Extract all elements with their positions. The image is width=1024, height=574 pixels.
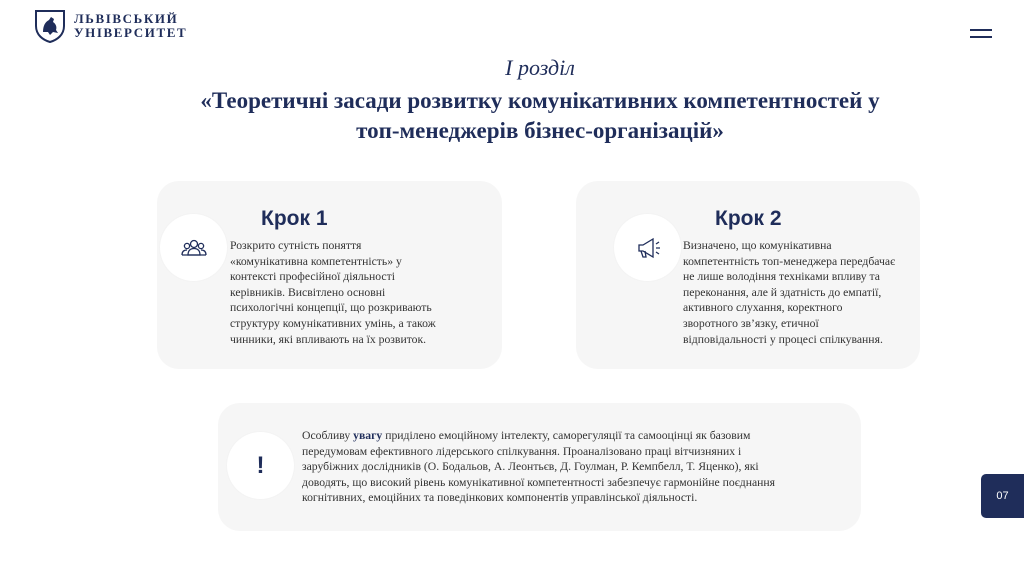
exclamation-circle — [227, 432, 294, 499]
step2-line: зворотного зв’язку, етичної — [683, 316, 819, 330]
note-emphasis: увагу — [353, 429, 383, 442]
people-icon — [179, 233, 209, 263]
step1-line: «комунікативна компетентність» у — [230, 254, 402, 268]
step2-line: не лише володіння техніками впливу та — [683, 270, 880, 284]
note-line: зарубіжних дослідників (О. Бодальов, А. Леонтьєв, Д. Гоулман, Р. Кемпбелл, Т. Яценко), які — [302, 460, 759, 474]
logo-text — [74, 12, 187, 40]
megaphone-icon — [633, 233, 663, 263]
step2-line: відповідальності у процесі спілкування. — [683, 332, 883, 346]
step1-line: структуру комунікативних умінь, а також — [230, 316, 436, 330]
note-line: доводять, що високий рівень комунікативної компетентності забезпечує гармонійне поєднання — [302, 475, 776, 489]
title-line2: топ-менеджерів бізнес-організацій» — [356, 118, 724, 143]
step2-icon-circle — [614, 214, 681, 281]
logo-line2: УНІВЕРСИТЕТ — [74, 25, 188, 40]
slide-title — [120, 86, 960, 146]
step2-line: Визначено, що комунікативна — [683, 239, 832, 252]
step1-line: чинники, які впливають на їх розвиток. — [230, 332, 427, 346]
step1-text — [230, 238, 500, 347]
exclamation-icon: ! — [256, 451, 265, 479]
logo-line1: ЛЬВІВСЬКИЙ — [74, 11, 179, 26]
hamburger-menu-icon[interactable] — [970, 29, 992, 39]
lion-crest-icon — [32, 8, 68, 44]
note-line1-pre: Особливу — [302, 429, 354, 442]
note-line1-post: приділено емоційному інтелекту, саморегуляції та самооцінці як базовим — [382, 429, 751, 442]
page-number-badge[interactable]: 07 — [981, 474, 1024, 518]
step1-line: контексті професійної діяльності — [230, 270, 395, 284]
step2-line: активного слухання, коректного — [683, 301, 843, 315]
step2-title: Крок 2 — [715, 207, 782, 230]
step1-line: психологічні концепції, що розкривають — [230, 301, 432, 315]
step2-line: переконання, але й здатність до емпатії, — [683, 285, 882, 299]
step1-line: керівників. Висвітлено основні — [230, 285, 386, 299]
note-line — [302, 428, 847, 444]
note-line: когнітивних, емоційних та поведінкових компонентів управлінської діяльності. — [302, 491, 698, 505]
step1-line: Розкрито сутність поняття — [230, 239, 362, 252]
title-line1: «Теоретичні засади розвитку комунікативних компетентностей у — [200, 88, 880, 113]
note-line: передумовам ефективного лідерського спілкування. Проаналізовано праці вітчизняних і — [302, 444, 742, 458]
step1-title: Крок 1 — [261, 207, 328, 230]
note-text — [302, 428, 847, 506]
step2-line: компетентність топ-менеджера передбачає — [683, 254, 896, 268]
section-label: І розділ — [505, 55, 575, 80]
step2-text — [683, 238, 923, 347]
university-logo — [32, 8, 187, 44]
step1-icon-circle — [160, 214, 227, 281]
